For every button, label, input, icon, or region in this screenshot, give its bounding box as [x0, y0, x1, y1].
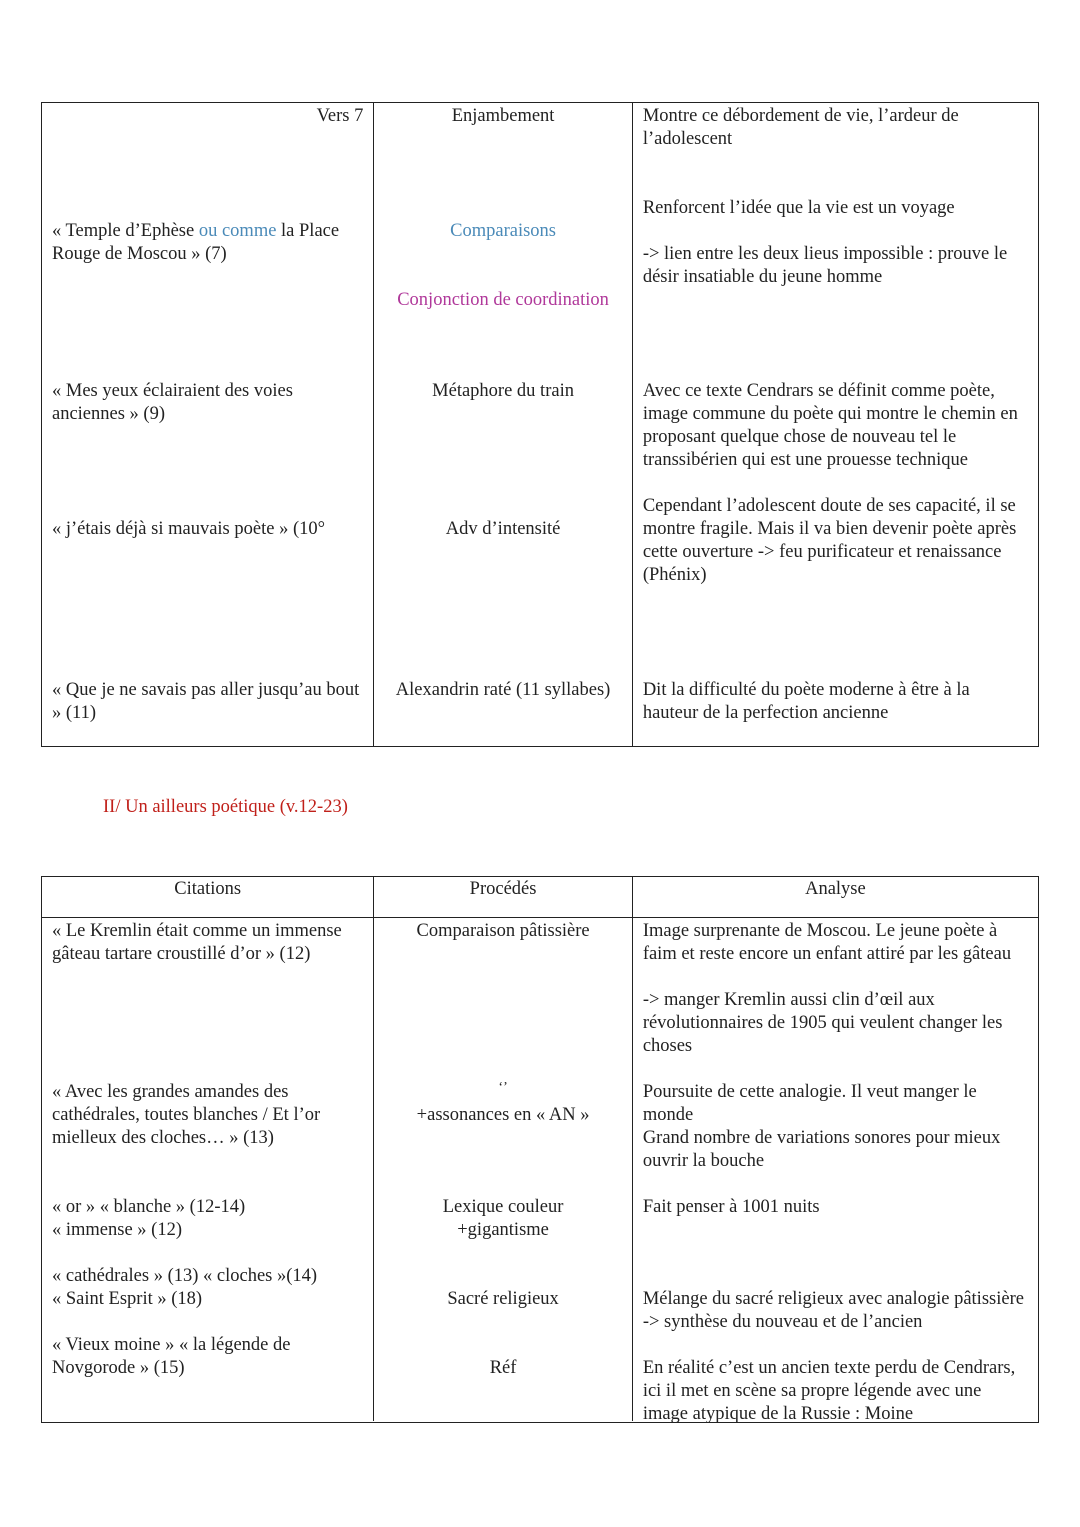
table-cell: Dit la difficulté du poète moderne à être à la hauteur de la perfection ancienne: [642, 680, 970, 723]
table-cell: Adv d’intensité: [445, 519, 561, 539]
table-cell: Comparaison pâtissière: [416, 921, 590, 941]
table-cell: -> lien entre les deux lieus impossible : prouve le désir insatiable du jeune homme: [642, 244, 1008, 287]
table-cell: Avec ce texte Cendrars se définit comme poète, image commune du poète qui montre le chemin en proposant quelque chose de nouveau tel le transsibérien qui est une prouesse technique: [642, 381, 1018, 470]
table-cell: « Le Kremlin était comme un immense gâteau tartare croustillé d’or » (12): [52, 921, 342, 964]
column-header: Citations: [42, 877, 374, 917]
table-cell: Cependant l’adolescent doute de ses capacité, il se montre fragile. Mais il va bien devenir poète après cette ouverture -> feu purificateur et renaissance (Phénix): [642, 496, 1017, 585]
table-cell: Métaphore du train: [432, 381, 574, 401]
table-cell: Poursuite de cette analogie. Il veut manger le monde: [642, 1082, 977, 1125]
table-cell: +gigantisme: [457, 1220, 549, 1240]
table-cell: Alexandrin raté (11 syllabes): [395, 680, 611, 700]
analysis-table-1: [41, 102, 1039, 747]
table-cell: « Avec les grandes amandes des cathédrales, toutes blanches / Et l’or mielleux des cloches… » (13): [52, 1082, 321, 1148]
table-row: [42, 918, 1038, 1424]
table-cell: En réalité c’est un ancien texte perdu de Cendrars, ici il met en scène sa propre légende avec une image atypique de la Russie : Moine: [642, 1358, 1016, 1424]
citations-column: [42, 918, 374, 1421]
column-header: Analyse: [805, 879, 866, 899]
table-cell: « or » « blanche » (12-14): [52, 1197, 246, 1217]
procedes-column: [374, 918, 632, 1421]
table-cell: Renforcent l’idée que la vie est un voyage: [642, 198, 955, 218]
table-cell: Fait penser à 1001 nuits: [642, 1197, 820, 1217]
table-cell: Montre ce débordement de vie, l’ardeur de l’adolescent: [642, 106, 959, 149]
table-cell: « Saint Esprit » (18): [52, 1289, 203, 1309]
table-cell: +assonances en « AN »: [416, 1105, 590, 1125]
table-cell: Mélange du sacré religieux avec analogie pâtissière -> synthèse du nouveau et de l’ancien: [642, 1289, 1024, 1332]
table-cell: « cathédrales » (13) « cloches »(14): [52, 1266, 318, 1286]
table-cell: Vers 7: [316, 106, 364, 126]
table-cell: Réf: [489, 1358, 517, 1378]
table-cell: Sacré religieux: [447, 1289, 559, 1309]
table-cell: « Mes yeux éclairaient des voies anciennes » (9): [52, 381, 293, 424]
analysis-table-2: [41, 876, 1039, 1423]
table-cell: « Que je ne savais pas aller jusqu’au bout » (11): [52, 680, 360, 723]
table-cell: ‘’: [498, 1080, 508, 1095]
column-header: Procédés: [374, 877, 632, 917]
table-cell: « immense » (12): [52, 1220, 182, 1240]
table-cell: -> manger Kremlin aussi clin d’œil aux révolutionnaires de 1905 qui veulent changer les choses: [642, 990, 1003, 1056]
table-cell: « Vieux moine » « la légende de Novgorode » (15): [52, 1335, 291, 1378]
procedes-column: [374, 103, 632, 746]
table-cell: Image surprenante de Moscou. Le jeune poète à faim et reste encore un enfant attiré par les gâteau: [642, 921, 1012, 964]
analyse-column: [633, 918, 1038, 1424]
analyse-column: [633, 103, 1038, 746]
table-cell: Comparaisons: [450, 221, 556, 241]
table-cell: Conjonction de coordination: [397, 290, 609, 310]
table-cell: Enjambement: [451, 106, 555, 126]
table-header-row: [42, 877, 1038, 918]
table-cell: « j’étais déjà si mauvais poète » (10°: [52, 519, 326, 539]
table-cell: « Temple d’Ephèse ou comme la Place Rouge de Moscou » (7): [52, 221, 340, 264]
section-title: II/ Un ailleurs poétique (v.12-23): [103, 797, 348, 817]
table-cell: Lexique couleur: [442, 1197, 564, 1217]
table-row: [42, 103, 1038, 746]
citations-column: [42, 103, 374, 746]
table-cell: Grand nombre de variations sonores pour mieux ouvrir la bouche: [642, 1128, 1001, 1171]
